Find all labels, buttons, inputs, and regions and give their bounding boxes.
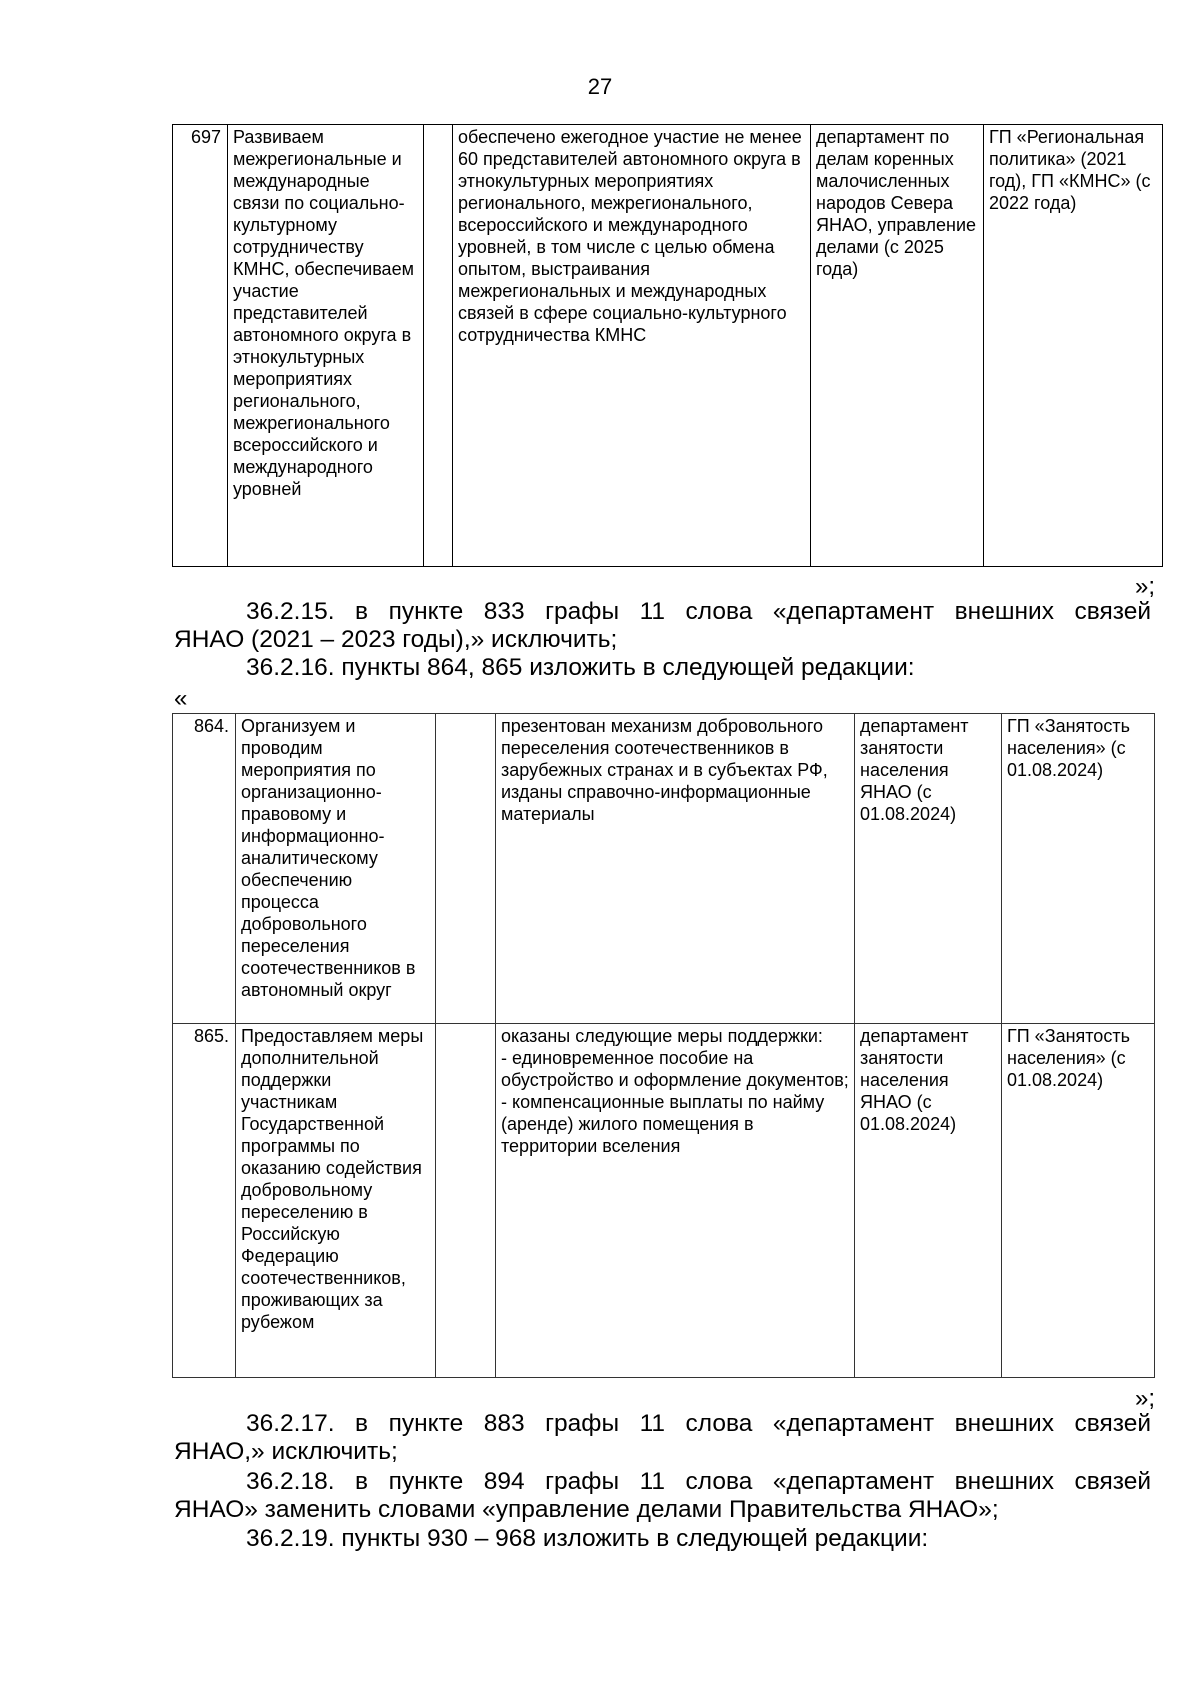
page-number: 27 (587, 74, 613, 99)
paragraph-36-2-18 (174, 1468, 1151, 1524)
paragraph-line: ЯНАО (2021 – 2023 годы),» исключить; (174, 626, 618, 653)
table-row (173, 714, 1155, 1024)
result-cell: обеспечено ежегодное участие не менее 60 представителей автономного округа в этнокультурных мероприятиях регионального, межрегионального, всероссийского и международного уровней, в том числе с целью обмена опытом, выстраивания межрегиональных и международных связей в сфере социально-культурного сотрудничества КМНС (453, 125, 811, 567)
closing-quote: »; (1134, 573, 1155, 600)
paragraph-36-2-16 (174, 654, 1151, 682)
paragraph-36-2-17 (174, 1410, 1151, 1466)
row-number: 697 (173, 125, 228, 567)
paragraph-line: 36.2.17. в пункте 883 графы 11 слова «департамент внешних связей (246, 1410, 1151, 1437)
task-cell: Предоставляем меры дополнительной поддержки участникам Государственной программы по оказанию содействия добровольному переселению в Российскую Федерацию соотечественников, проживающих за рубежом (236, 1024, 436, 1378)
task-cell: Организуем и проводим мероприятия по организационно-правовому и информационно-аналитическому обеспечению процесса добровольного переселения соотечественников в автономный округ (236, 714, 436, 1024)
measures-table-864-865 (172, 713, 1155, 1378)
empty-cell (436, 1024, 496, 1378)
closing-quote: »; (1134, 1385, 1155, 1412)
program-cell: ГП «Региональная политика» (2021 год), ГП «КМНС» (с 2022 года) (984, 125, 1163, 567)
measures-table-697 (172, 124, 1163, 567)
opening-quote: « (174, 685, 188, 712)
result-cell: презентован механизм добровольного переселения соотечественников в зарубежных странах и в субъектах РФ, изданы справочно-информационные материалы (496, 714, 855, 1024)
paragraph-line: 36.2.15. в пункте 833 графы 11 слова «департамент внешних связей (246, 598, 1151, 625)
program-cell: ГП «Занятость населения» (с 01.08.2024) (1002, 714, 1155, 1024)
paragraph-line: ЯНАО» заменить словами «управление делами Правительства ЯНАО»; (174, 1496, 999, 1523)
paragraph-line: 36.2.18. в пункте 894 графы 11 слова «департамент внешних связей (246, 1468, 1151, 1495)
empty-cell (436, 714, 496, 1024)
paragraph-line: 36.2.16. пункты 864, 865 изложить в следующей редакции: (246, 654, 915, 681)
table-row (173, 1024, 1155, 1378)
paragraph-line: ЯНАО,» исключить; (174, 1438, 398, 1465)
task-cell: Развиваем межрегиональные и международные связи по социально-культурному сотрудничеству КМНС, обеспечиваем участие представителей автономного округа в этнокультурных мероприятиях регионального, межрегионального всероссийского и международного уровней (228, 125, 424, 567)
paragraph-36-2-19 (174, 1525, 1151, 1553)
responsible-cell: департамент занятости населения ЯНАО (с 01.08.2024) (855, 714, 1002, 1024)
paragraph-line: 36.2.19. пункты 930 – 968 изложить в следующей редакции: (246, 1525, 929, 1552)
responsible-cell: департамент занятости населения ЯНАО (с 01.08.2024) (855, 1024, 1002, 1378)
empty-cell (424, 125, 453, 567)
row-number: 865. (173, 1024, 236, 1378)
program-cell: ГП «Занятость населения» (с 01.08.2024) (1002, 1024, 1155, 1378)
paragraph-36-2-15 (174, 598, 1151, 654)
table-row (173, 125, 1163, 567)
row-number: 864. (173, 714, 236, 1024)
result-cell: оказаны следующие меры поддержки: - единовременное пособие на обустройство и оформление документов; - компенсационные выплаты по найму (аренде) жилого помещения в территории вселения (496, 1024, 855, 1378)
responsible-cell: департамент по делам коренных малочисленных народов Севера ЯНАО, управление делами (с 2025 года) (811, 125, 984, 567)
